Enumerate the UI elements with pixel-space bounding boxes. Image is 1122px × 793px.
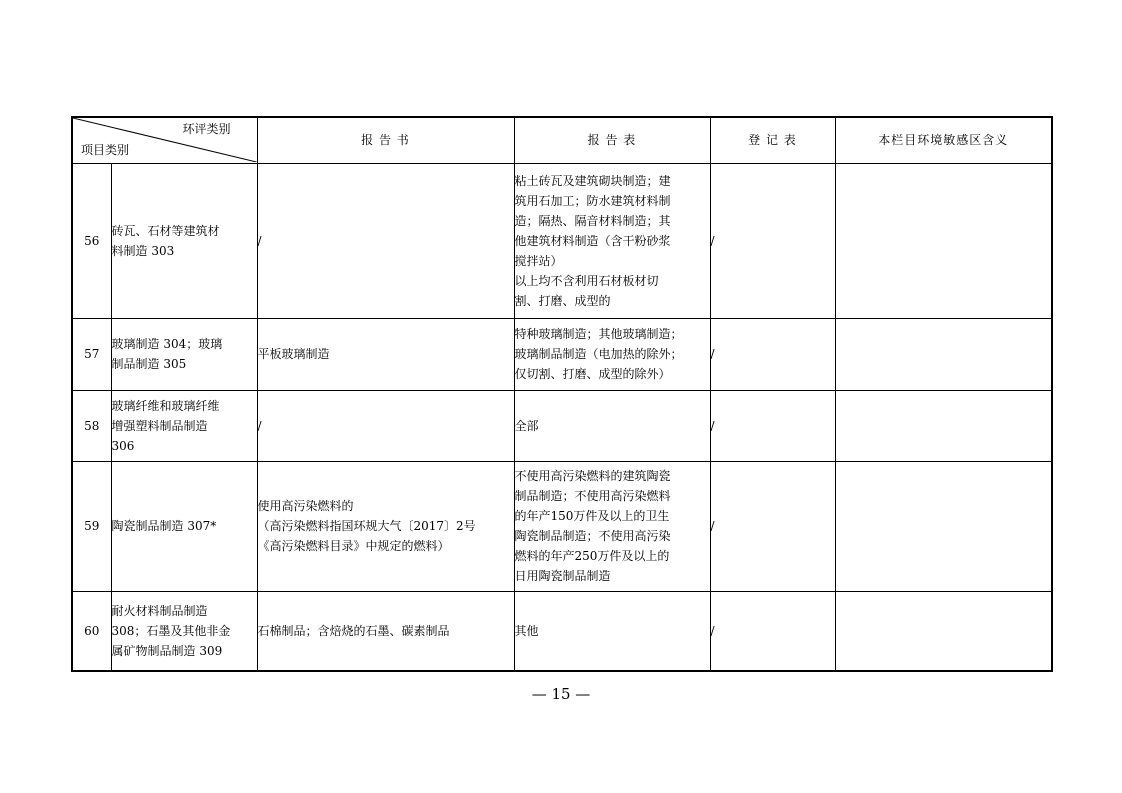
table-row [72, 163, 1052, 318]
header-report-book: 报 告 书 [257, 117, 514, 163]
classification-table [71, 116, 1053, 672]
sensitive-area-cell [835, 390, 1052, 461]
header-registration-form: 登 记 表 [710, 117, 835, 163]
table-row [72, 461, 1052, 591]
report-book-cell: / [257, 390, 514, 461]
project-category: 耐火材料制品制造 308；石墨及其他非金 属矿物制品制造 309 [111, 591, 257, 671]
row-number: 57 [72, 318, 111, 390]
row-number: 58 [72, 390, 111, 461]
report-book-cell: / [257, 163, 514, 318]
page-number: — 15 — [531, 685, 591, 703]
report-book-cell: 使用高污染燃料的 （高污染燃料指国环规大气〔2017〕2号 《高污染燃料目录》中规定的燃料） [257, 461, 514, 591]
report-book-cell: 石棉制品；含焙烧的石墨、碳素制品 [257, 591, 514, 671]
registration-form-cell: / [710, 318, 835, 390]
project-category: 玻璃制造 304；玻璃 制品制造 305 [111, 318, 257, 390]
row-number: 56 [72, 163, 111, 318]
row-number: 59 [72, 461, 111, 591]
table-row [72, 390, 1052, 461]
header-sensitive-area: 本栏目环境敏感区含义 [835, 117, 1052, 163]
sensitive-area-cell [835, 318, 1052, 390]
corner-label-project-category: 项目类别 [81, 143, 130, 158]
report-form-cell: 全部 [514, 390, 710, 461]
header-row [72, 117, 1052, 163]
row-number: 60 [72, 591, 111, 671]
table-row [72, 591, 1052, 671]
registration-form-cell: / [710, 461, 835, 591]
registration-form-cell: / [710, 390, 835, 461]
project-category: 陶瓷制品制造 307* [111, 461, 257, 591]
sensitive-area-cell [835, 461, 1052, 591]
report-form-cell: 其他 [514, 591, 710, 671]
report-form-cell: 特种玻璃制造；其他玻璃制造； 玻璃制品制造（电加热的除外； 仅切割、打磨、成型的除外） [514, 318, 710, 390]
registration-form-cell: / [710, 163, 835, 318]
report-form-cell: 粘土砖瓦及建筑砌块制造；建 筑用石加工；防水建筑材料制 造；隔热、隔音材料制造；其 他建筑材料制造（含干粉砂浆 搅拌站） 以上均不含利用石材板材切 割、打磨、成型的 [514, 163, 710, 318]
report-book-cell: 平板玻璃制造 [257, 318, 514, 390]
project-category: 玻璃纤维和玻璃纤维 增强塑料制品制造 306 [111, 390, 257, 461]
table-row [72, 318, 1052, 390]
project-category: 砖瓦、石材等建筑材 料制造 303 [111, 163, 257, 318]
header-report-form: 报 告 表 [514, 117, 710, 163]
diagonal-header-cell [72, 117, 257, 163]
sensitive-area-cell [835, 591, 1052, 671]
corner-label-assessment-type: 环评类别 [182, 122, 231, 137]
sensitive-area-cell [835, 163, 1052, 318]
registration-form-cell: / [710, 591, 835, 671]
report-form-cell: 不使用高污染燃料的建筑陶瓷 制品制造；不使用高污染燃料 的年产150万件及以上的卫生 陶瓷制品制造；不使用高污染 燃料的年产250万件及以上的 日用陶瓷制品制造 [514, 461, 710, 591]
